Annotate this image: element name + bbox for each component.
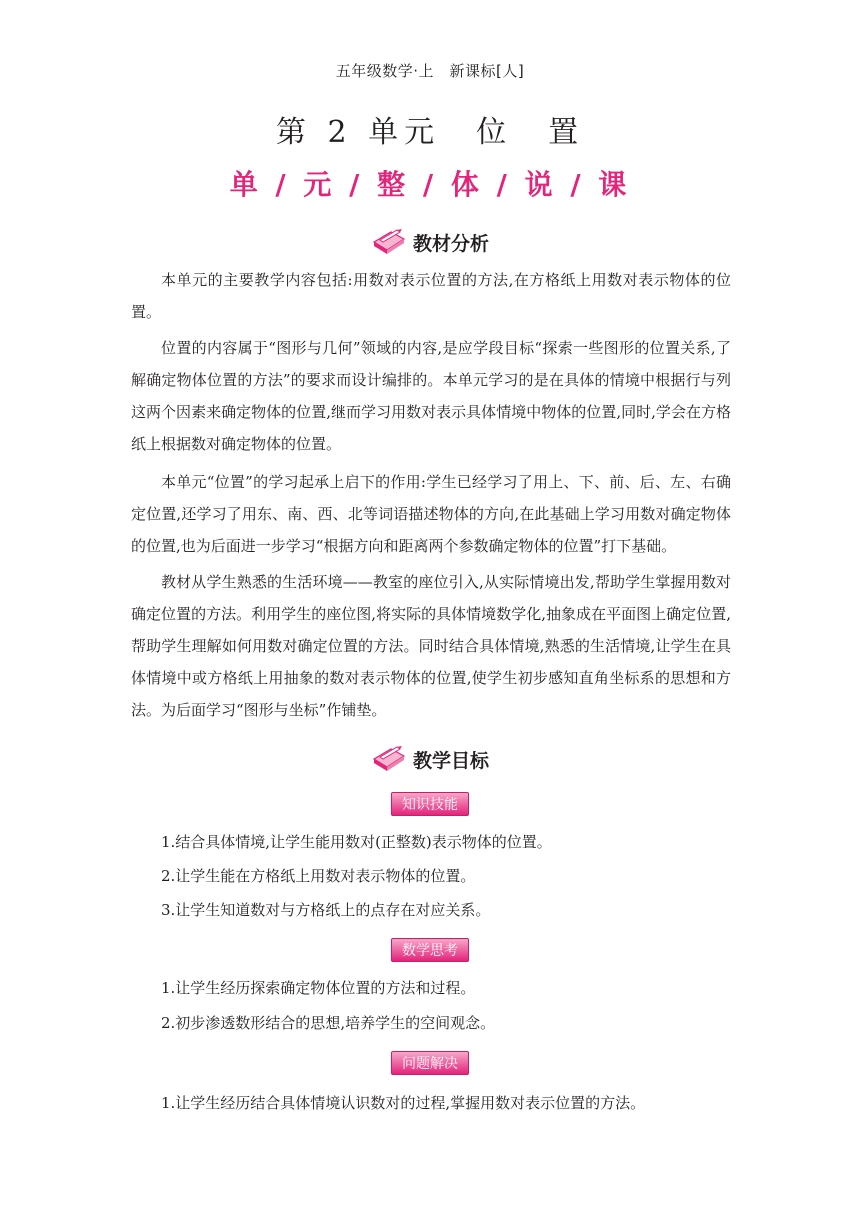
analysis-paragraph: 本单元“位置”的学习起承上启下的作用:学生已经学习了用上、下、前、后、左、右确定位置,还学习了用东、南、西、北等词语描述物体的方向,在此基础上学习用数对确定物体的位置,也为后面进一步学习“根据方向和距离两个参数确定物体的位置”打下基础。 (131, 473, 731, 555)
unit-title: 第 2 单元 位 置 (275, 115, 585, 150)
section-banner: 单 / 元 / 整 / 体 / 说 / 课 (229, 168, 631, 201)
knowledge-skills-tag-label: 知识技能 (391, 792, 469, 816)
analysis-paragraph: 位置的内容属于“图形与几何”领域的内容,是应学段目标“探索一些图形的位置关系,了解确定物体位置的方法”的要求而设计编排的。本单元学习的是在具体的情境中根据行与列这两个因素来确定物体的位置,继而学习用数对表示具体情境中物体的位置,同时,学会在方格纸上根据数对确定物体的位置。 (131, 339, 731, 453)
pencil-book-icon (371, 745, 407, 773)
goal-item: 1.让学生经历探索确定物体位置的方法和过程。 (161, 979, 476, 997)
pencil-book-icon (371, 228, 407, 256)
math-thinking-tag-label: 数学思考 (391, 938, 469, 962)
problem-solving-tag (0, 1051, 860, 1075)
analysis-heading (0, 228, 860, 260)
goals-heading-label: 教学目标 (412, 749, 489, 772)
goal-item: 1.结合具体情境,让学生能用数对(正整数)表示物体的位置。 (161, 833, 552, 851)
goal-item: 3.让学生知道数对与方格纸上的点存在对应关系。 (161, 901, 491, 919)
analysis-heading-label: 教材分析 (412, 232, 489, 255)
goals-heading (0, 745, 860, 777)
analysis-paragraph: 本单元的主要教学内容包括:用数对表示位置的方法,在方格纸上用数对表示物体的位置。 (131, 271, 731, 321)
goal-item: 1.让学生经历结合具体情境认识数对的过程,掌握用数对表示位置的方法。 (161, 1094, 646, 1112)
goal-item: 2.让学生能在方格纸上用数对表示物体的位置。 (161, 867, 476, 885)
knowledge-skills-tag (0, 792, 860, 816)
math-thinking-tag (0, 938, 860, 962)
problem-solving-tag-label: 问题解决 (391, 1051, 469, 1075)
analysis-paragraph: 教材从学生熟悉的生活环境——教室的座位引入,从实际情境出发,帮助学生掌握用数对确定位置的方法。利用学生的座位图,将实际的具体情境数学化,抽象成在平面图上确定位置,帮助学生理解如何用数对确定位置的方法。同时结合具体情境,熟悉的生活情境,让学生在具体情境中或方格纸上用抽象的数对表示物体的位置,使学生初步感知直角坐标系的思想和方法。为后面学习“图形与坐标”作铺垫。 (131, 573, 731, 719)
page-header: 五年级数学·上 新课标[人] (335, 62, 525, 80)
goal-item: 2.初步渗透数形结合的思想,培养学生的空间观念。 (161, 1014, 496, 1032)
